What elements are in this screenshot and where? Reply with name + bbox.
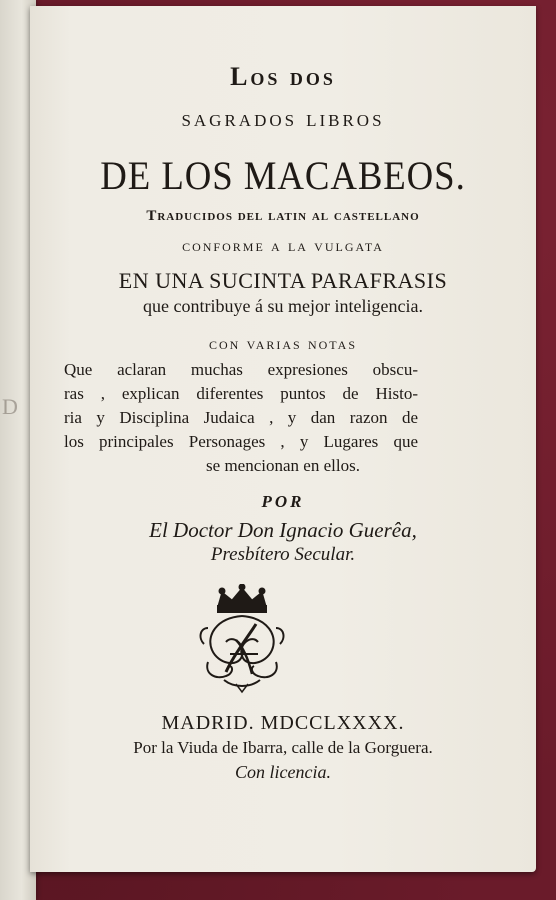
subtitle-parafrasis: EN UNA SUCINTA PARAFRASIS: [118, 268, 448, 293]
notes-line-1: Que aclaran muchas expresiones obscu-: [64, 360, 418, 379]
imprint-printer: Por la Viuda de Ibarra, calle de la Gorguera.: [133, 738, 433, 757]
title-line-sagrados-libros: sagrados libros: [181, 106, 385, 132]
notes-line-4: los principales Personages , y Lugares que: [64, 432, 418, 451]
ghost-letter: D: [2, 394, 18, 419]
imprint-license: Con licencia.: [235, 762, 331, 782]
title-page: [30, 6, 536, 872]
author-title: Presbítero Secular.: [210, 544, 356, 565]
subtitle-vulgata: conforme a la vulgata: [182, 236, 384, 255]
title-line-los-dos: Los dos: [230, 62, 336, 91]
notes-line-3: ria y Disciplina Judaica , y dan razon de: [64, 408, 418, 427]
crowned-monogram-icon: [196, 584, 288, 694]
subtitle-inteligencia: que contribuye á su mejor inteligencia.: [143, 296, 423, 316]
notes-heading: con varias notas: [208, 334, 357, 353]
subtitle-translated: Traducidos del latin al castellano: [146, 208, 420, 224]
por-label: POR: [261, 492, 305, 511]
main-title: DE LOS MACABEOS.: [100, 153, 466, 198]
notes-line-2: ras , explican diferentes puntos de Histo-: [64, 384, 418, 403]
author-name: El Doctor Don Ignacio Guerêa,: [149, 518, 417, 542]
notes-line-5: se mencionan en ellos.: [206, 456, 360, 475]
imprint-place-date: MADRID. MDCCLXXXX.: [161, 712, 405, 734]
